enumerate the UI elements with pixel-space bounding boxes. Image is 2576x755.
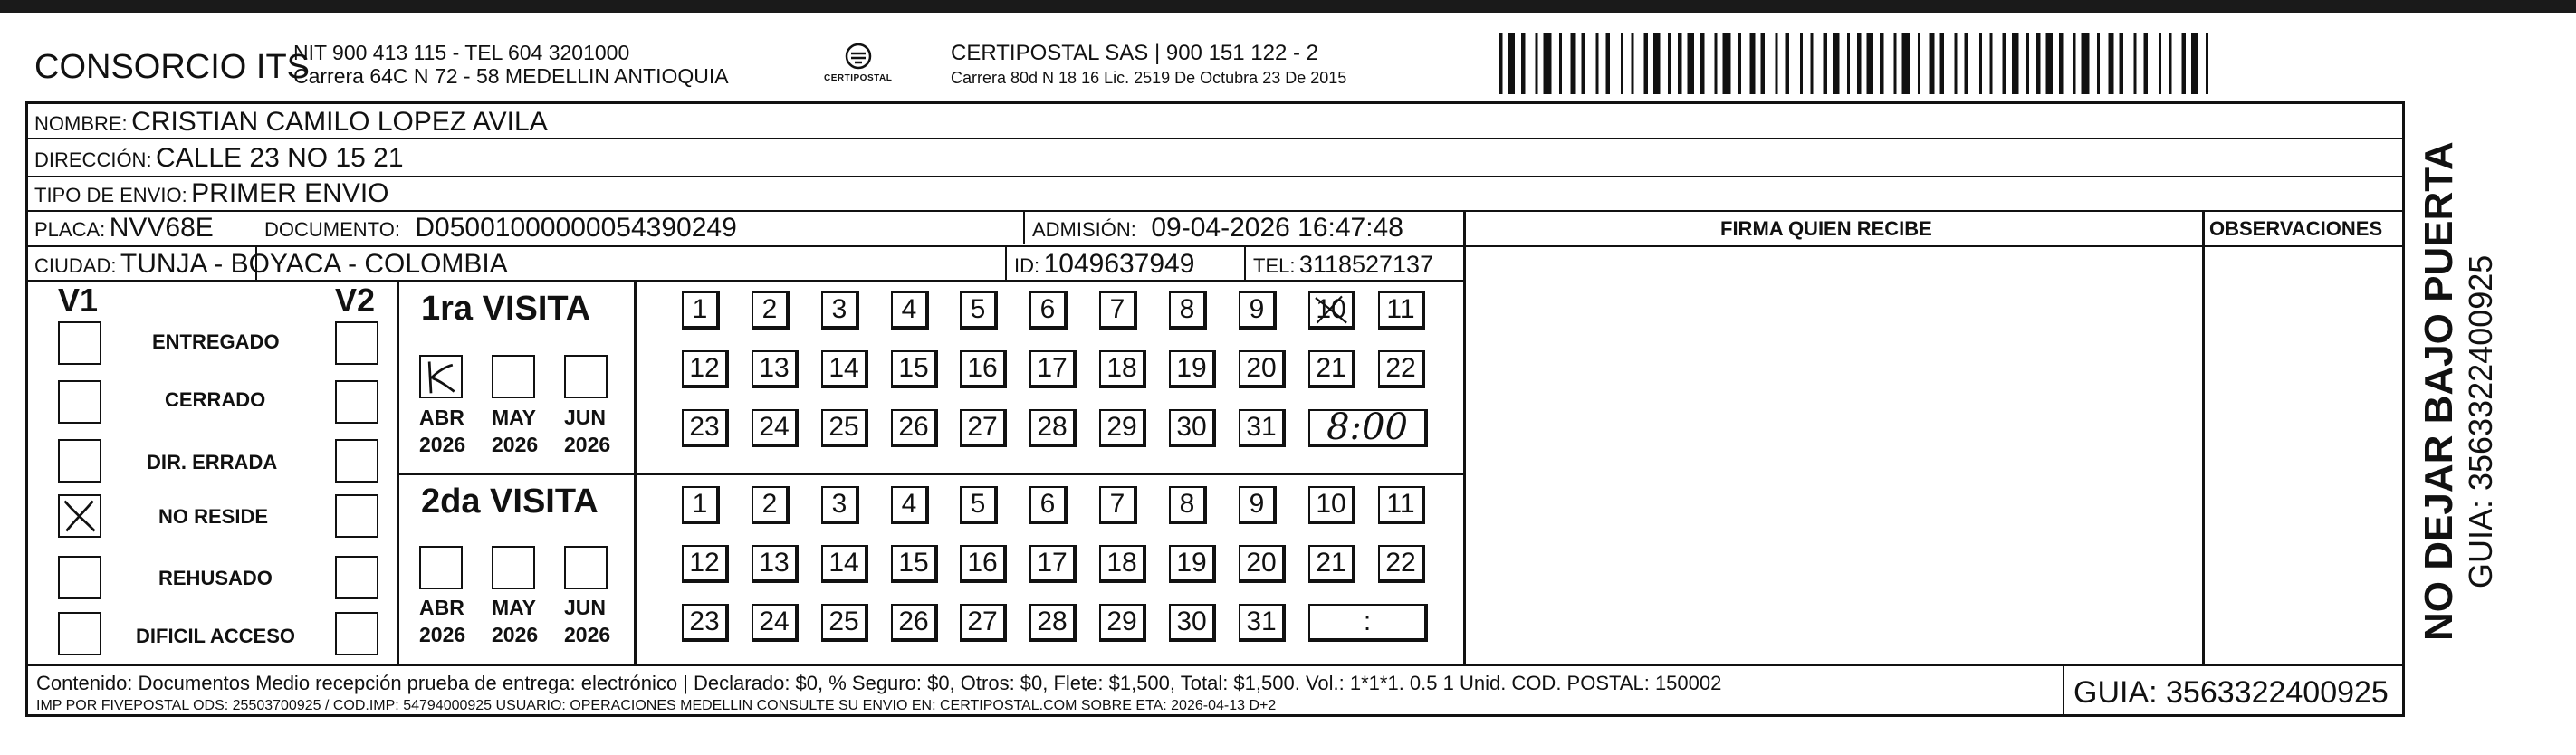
row-line-5: [25, 280, 1465, 282]
id-label: ID:: [1014, 254, 1040, 277]
row-line-3: [25, 210, 2405, 212]
status-entregado: ENTREGADO: [152, 330, 280, 353]
v1-checkbox-cerrado[interactable]: [58, 380, 101, 424]
visit1-day-31[interactable]: 31: [1239, 409, 1286, 447]
status-dificil-acceso: DIFICIL ACCESO: [136, 625, 296, 647]
courier-name: CERTIPOSTAL SAS | 900 151 122 - 2: [951, 41, 1318, 65]
visit2-day-5[interactable]: 5: [960, 486, 998, 524]
visit2-day-17[interactable]: 17: [1029, 545, 1077, 583]
documento-field: [264, 215, 737, 242]
visit2-day-22[interactable]: 22: [1378, 545, 1425, 583]
visit1-day-2[interactable]: 2: [752, 291, 790, 330]
visit2-month-may: MAY: [492, 596, 536, 619]
visit1-day-17[interactable]: 17: [1029, 350, 1077, 388]
visit2-day-19[interactable]: 19: [1169, 545, 1216, 583]
v1-checkbox-dificil-acceso[interactable]: [58, 612, 101, 655]
visit1-month-jun: JUN: [564, 406, 607, 429]
v1-label: V1: [58, 282, 99, 319]
visit2-day-26[interactable]: 26: [891, 604, 938, 642]
visit2-day-3[interactable]: 3: [821, 486, 859, 524]
visit2-day-12[interactable]: 12: [682, 545, 729, 583]
visit2-day-10[interactable]: 10: [1308, 486, 1355, 524]
status-cerrado: CERRADO: [165, 388, 266, 411]
status-dir-errada: DIR. ERRADA: [147, 451, 278, 473]
visit2-year-abr: 2026: [419, 623, 466, 646]
visit2-day-4[interactable]: 4: [891, 486, 929, 524]
footer-contenido: Contenido: Documentos Medio recepción prueba de entrega: electrónico | Declarado: $0, % Seguro: $0, Otros: $0, Flete: $1,500, Total: $1,500. Vol.: 1*1*1. 0.5 1 Unid. COD. POSTAL: 150002: [36, 672, 1722, 694]
placa-value: NVV68E: [109, 213, 214, 243]
visit1-day-12[interactable]: 12: [682, 350, 729, 388]
visit1-day-8[interactable]: 8: [1169, 291, 1207, 330]
v2-label: V2: [335, 282, 376, 319]
handwritten-x-icon: [1310, 293, 1352, 326]
visit1-month-may-box[interactable]: [492, 355, 535, 398]
top-edge-bar: [0, 0, 2576, 13]
visit2-day-2[interactable]: 2: [752, 486, 790, 524]
visit1-time-field[interactable]: 8:00: [1308, 409, 1428, 447]
tel-value: 3118527137: [1298, 251, 1434, 278]
nombre-field: [34, 109, 548, 136]
visit1-month-abr-box[interactable]: [419, 355, 463, 398]
visit1-day-30[interactable]: 30: [1169, 409, 1216, 447]
visit1-day-29[interactable]: 29: [1099, 409, 1146, 447]
company-info-line1: NIT 900 413 115 - TEL 604 3201000: [293, 41, 630, 64]
visit2-day-25[interactable]: 25: [821, 604, 868, 642]
visit1-day-13[interactable]: 13: [752, 350, 799, 388]
visit1-day-16[interactable]: 16: [960, 350, 1007, 388]
visit1-day-18[interactable]: 18: [1099, 350, 1146, 388]
visit2-day-23[interactable]: 23: [682, 604, 729, 642]
visit1-day-28[interactable]: 28: [1029, 409, 1077, 447]
visit1-day-26[interactable]: 26: [891, 409, 938, 447]
visit2-time-field[interactable]: :: [1308, 604, 1428, 642]
v2-checkbox-entregado[interactable]: [335, 321, 378, 365]
visit1-day-5[interactable]: 5: [960, 291, 998, 330]
tel-label: TEL:: [1253, 254, 1296, 277]
visit1-day-15[interactable]: 15: [891, 350, 938, 388]
visit2-day-7[interactable]: 7: [1099, 486, 1137, 524]
barcode: [1499, 33, 2223, 94]
v2-checkbox-dir-errada[interactable]: [335, 439, 378, 483]
visit1-day-23[interactable]: 23: [682, 409, 729, 447]
ciudad-label: CIUDAD:: [34, 254, 117, 277]
documento-label: DOCUMENTO:: [264, 218, 400, 241]
visit1-day-9[interactable]: 9: [1239, 291, 1277, 330]
v2-checkbox-cerrado[interactable]: [335, 380, 378, 424]
visit1-month-abr: ABR: [419, 406, 464, 429]
frame-top-line: [25, 101, 2405, 104]
company-info-line2: Carrera 64C N 72 - 58 MEDELLIN ANTIOQUIA: [293, 64, 729, 88]
visit2-day-18[interactable]: 18: [1099, 545, 1146, 583]
visit1-day-21[interactable]: 21: [1308, 350, 1355, 388]
id-divider: [1005, 245, 1007, 280]
v1-checkbox-dir-errada[interactable]: [58, 439, 101, 483]
visit2-day-30[interactable]: 30: [1169, 604, 1216, 642]
frame-right-line: [2402, 101, 2405, 717]
visit2-year-may: 2026: [492, 623, 539, 646]
frame-left-line: [25, 101, 28, 717]
visit2-day-11[interactable]: 11: [1378, 486, 1425, 524]
nombre-label: NOMBRE:: [34, 112, 128, 135]
tipo-envio-field: [34, 180, 389, 207]
admision-divider: [1023, 210, 1025, 244]
visit2-title: 2da VISITA: [421, 483, 599, 521]
visit2-month-jun-box[interactable]: [564, 546, 608, 589]
footer-imp: IMP POR FIVEPOSTAL ODS: 25503700925 / COD.IMP: 54794000925 USUARIO: OPERACIONES MEDELLIN CONSULTE SU ENVIO EN: CERTIPOSTAL.COM SOBRE ETA: 2026-04-13 D+2: [36, 698, 1277, 713]
visit2-day-16[interactable]: 16: [960, 545, 1007, 583]
visit2-month-jun: JUN: [564, 596, 607, 619]
v2-checkbox-no-reside[interactable]: [335, 494, 378, 538]
visit1-year-abr: 2026: [419, 433, 466, 456]
admision-label: ADMISIÓN:: [1032, 218, 1136, 241]
visit2-day-1[interactable]: 1: [682, 486, 720, 524]
visit1-day-7[interactable]: 7: [1099, 291, 1137, 330]
direccion-label: DIRECCIÓN:: [34, 148, 152, 171]
v2-checkbox-rehusado[interactable]: [335, 556, 378, 599]
visit2-day-27[interactable]: 27: [960, 604, 1007, 642]
visit2-year-jun: 2026: [564, 623, 611, 646]
row-line-1: [25, 138, 2405, 139]
visit1-day-10[interactable]: 10: [1308, 291, 1355, 330]
footer-guia: GUIA: 3563322400925: [2073, 675, 2389, 710]
tipo-envio-value: PRIMER ENVIO: [191, 178, 389, 208]
visit1-day-27[interactable]: 27: [960, 409, 1007, 447]
visit2-day-28[interactable]: 28: [1029, 604, 1077, 642]
visit2-day-21[interactable]: 21: [1308, 545, 1355, 583]
v2-checkbox-dificil-acceso[interactable]: [335, 612, 378, 655]
row-line-2: [25, 176, 2405, 177]
direccion-field: [34, 145, 404, 172]
logo-text: CERTIPOSTAL: [824, 73, 893, 83]
visit2-month-may-box[interactable]: [492, 546, 535, 589]
visit2-day-24[interactable]: 24: [752, 604, 799, 642]
v1-checkbox-no-reside[interactable]: [58, 494, 101, 538]
visit1-day-24[interactable]: 24: [752, 409, 799, 447]
firma-area[interactable]: [1466, 247, 2202, 664]
admision-value: 09-04-2026 16:47:48: [1151, 213, 1403, 243]
visit2-month-abr-box[interactable]: [419, 546, 463, 589]
visit1-day-20[interactable]: 20: [1239, 350, 1286, 388]
status-no-reside: NO RESIDE: [158, 505, 269, 528]
visit1-year-jun: 2026: [564, 433, 611, 456]
visit1-title: 1ra VISITA: [421, 290, 591, 328]
visit2-day-20[interactable]: 20: [1239, 545, 1286, 583]
visit1-day-1[interactable]: 1: [682, 291, 720, 330]
courier-info: Carrera 80d N 18 16 Lic. 2519 De Octubra 23 De 2015: [951, 69, 1347, 87]
visit1-day-3[interactable]: 3: [821, 291, 859, 330]
placa-label: PLACA:: [34, 218, 106, 241]
visit2-day-13[interactable]: 13: [752, 545, 799, 583]
visit1-day-22[interactable]: 22: [1378, 350, 1425, 388]
visit1-day-11[interactable]: 11: [1378, 291, 1425, 330]
visit1-day-19[interactable]: 19: [1169, 350, 1216, 388]
side-guia: GUIA: 3563322400925: [2462, 254, 2499, 588]
row-line-4: [25, 245, 1465, 247]
x-mark-icon: [60, 496, 100, 536]
observaciones-header: OBSERVACIONES: [2209, 217, 2383, 240]
visit1-day-4[interactable]: 4: [891, 291, 929, 330]
visit2-day-14[interactable]: 14: [821, 545, 868, 583]
status-rehusado: REHUSADO: [158, 567, 273, 589]
visit2-day-9[interactable]: 9: [1239, 486, 1277, 524]
ciudad-field: [34, 251, 508, 278]
company-name: CONSORCIO ITS: [34, 48, 311, 86]
visit2-day-6[interactable]: 6: [1029, 486, 1068, 524]
id-value: 1049637949: [1043, 249, 1195, 279]
footer-guia-divider: [2063, 664, 2064, 717]
visit1-month-jun-box[interactable]: [564, 355, 608, 398]
v1-checkbox-entregado[interactable]: [58, 321, 101, 365]
frame-bottom-line: [25, 714, 2405, 717]
visit2-day-29[interactable]: 29: [1099, 604, 1146, 642]
ciudad-value: TUNJA - BOYACA - COLOMBIA: [120, 249, 508, 279]
firma-header: FIRMA QUIEN RECIBE: [1720, 217, 1932, 240]
visit-divider: [397, 473, 1465, 475]
visit2-month-abr: ABR: [419, 596, 464, 619]
visit1-month-may: MAY: [492, 406, 536, 429]
footer-top-line: [25, 664, 2405, 666]
visit2-day-8[interactable]: 8: [1169, 486, 1207, 524]
id-field: [1014, 251, 1194, 278]
tipo-envio-label: TIPO DE ENVIO:: [34, 184, 187, 206]
visit1-day-14[interactable]: 14: [821, 350, 868, 388]
observaciones-area[interactable]: [2205, 247, 2402, 664]
tel-field: [1253, 253, 1433, 277]
visit1-day-25[interactable]: 25: [821, 409, 868, 447]
handwritten-mark-icon: [421, 357, 461, 397]
nombre-value: CRISTIAN CAMILO LOPEZ AVILA: [131, 107, 548, 137]
tel-divider: [1244, 245, 1246, 280]
v1-checkbox-rehusado[interactable]: [58, 556, 101, 599]
admision-field: [1032, 215, 1403, 242]
visit1-year-may: 2026: [492, 433, 539, 456]
placa-field: [34, 215, 214, 242]
direccion-value: CALLE 23 NO 15 21: [156, 143, 404, 173]
visit2-day-31[interactable]: 31: [1239, 604, 1286, 642]
visit1-day-6[interactable]: 6: [1029, 291, 1068, 330]
visit2-day-15[interactable]: 15: [891, 545, 938, 583]
documento-value: D05001000000054390249: [415, 213, 737, 243]
no-dejar-bajo-puerta: NO DEJAR BAJO PUERTA: [2417, 141, 2461, 641]
